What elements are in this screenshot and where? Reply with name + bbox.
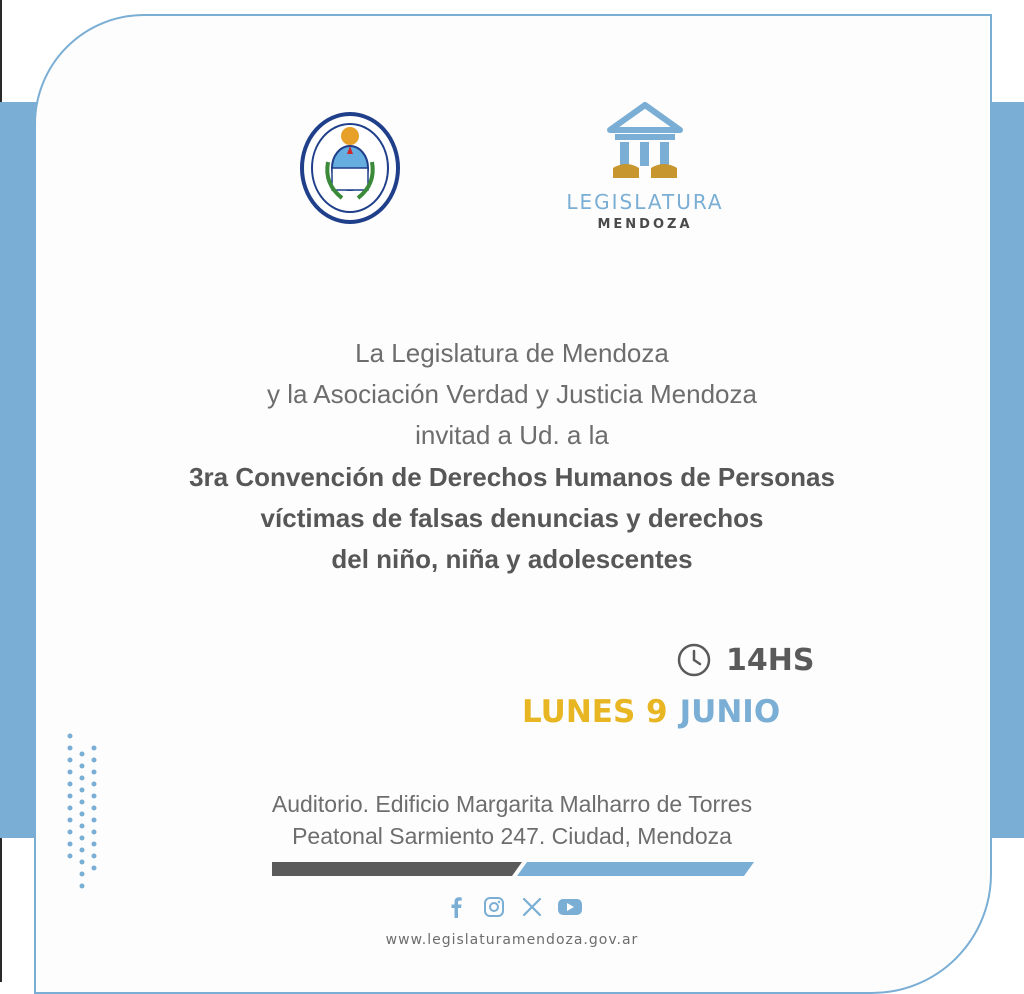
divider-bar xyxy=(272,860,754,878)
invitation-intro xyxy=(100,333,924,456)
decorative-dots xyxy=(64,732,104,902)
clock-icon xyxy=(676,642,712,678)
invite-line-2: y la Asociación Verdad y Justicia Mendoza xyxy=(267,379,757,409)
event-date xyxy=(522,690,780,734)
x-icon[interactable] xyxy=(519,894,545,920)
invite-line-1: La Legislatura de Mendoza xyxy=(355,338,669,368)
event-title xyxy=(100,457,924,580)
venue-line-2: Peatonal Sarmiento 247. Ciudad, Mendoza xyxy=(292,823,732,849)
date-month: JUNIO xyxy=(679,694,781,730)
social-links xyxy=(438,893,588,921)
title-line-3: del niño, niña y adolescentes xyxy=(331,544,693,574)
event-time xyxy=(676,640,814,680)
title-line-1: 3ra Convención de Derechos Humanos de Personas xyxy=(189,462,835,492)
date-day: LUNES 9 xyxy=(522,694,668,730)
venue-info xyxy=(200,788,824,852)
facebook-icon[interactable] xyxy=(443,894,469,920)
title-line-2: víctimas de falsas denuncias y derechos xyxy=(260,503,764,533)
website-url[interactable]: www.legislaturamendoza.gov.ar xyxy=(385,932,639,948)
invite-line-3: invitad a Ud. a la xyxy=(415,420,609,450)
legislatura-name: LEGISLATURA xyxy=(566,190,724,214)
youtube-icon[interactable] xyxy=(557,894,583,920)
instagram-icon[interactable] xyxy=(481,894,507,920)
association-seal-logo xyxy=(298,110,402,226)
venue-line-1: Auditorio. Edificio Margarita Malharro de Torres xyxy=(271,791,753,817)
time-text: 14HS xyxy=(726,642,815,678)
legislatura-city: MENDOZA xyxy=(597,217,693,232)
